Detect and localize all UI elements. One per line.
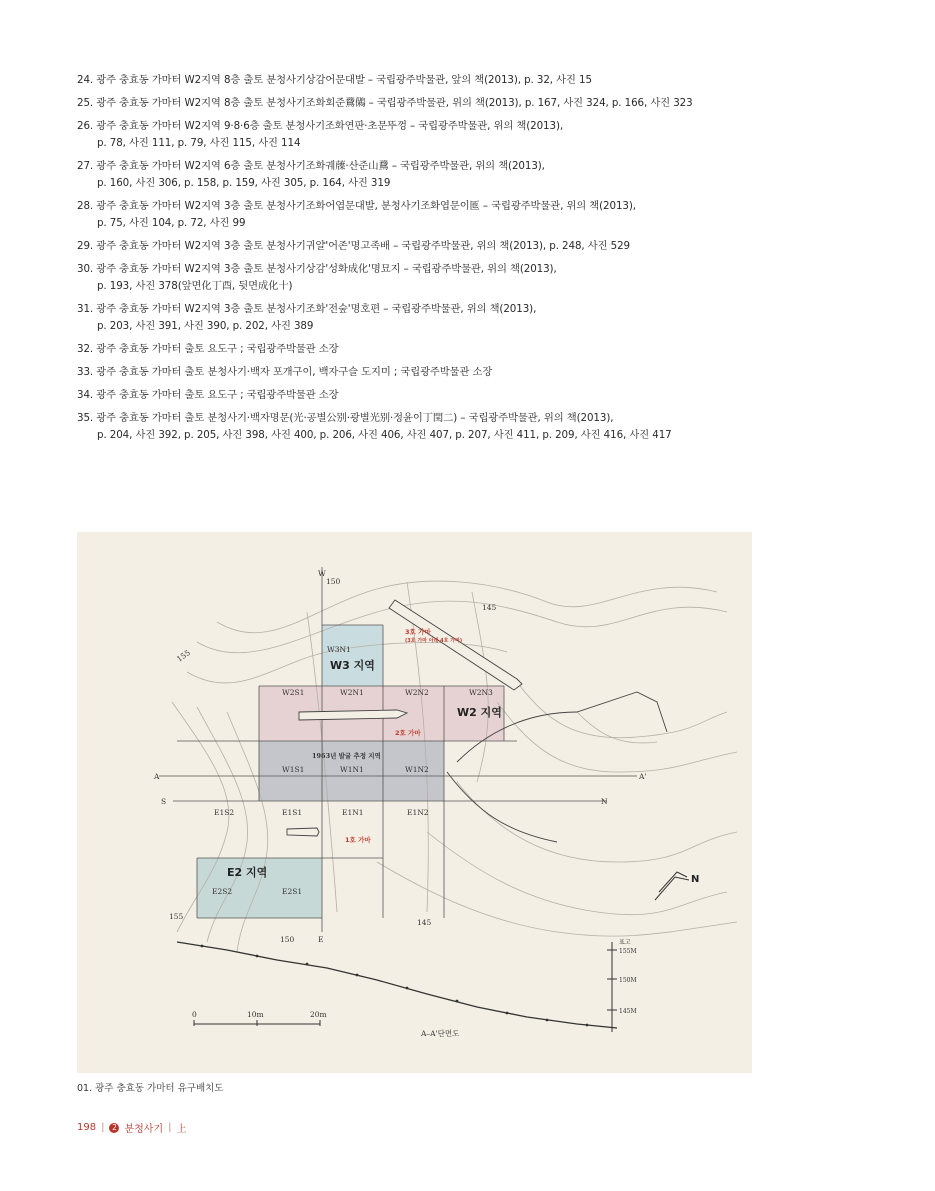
kiln-1-label: 1호 가마 [345,836,371,844]
footnote-item [77,95,777,112]
north-label: N [691,874,700,885]
scale-bar [194,1020,320,1026]
zone-e2-label: E2 지역 [227,866,268,879]
grid-label-w2n2: W2N2 [405,688,429,697]
kiln-3-note: (3호 가마 아래 4호 가마) [405,638,463,644]
grid-label-w2n3: W2N3 [469,688,493,697]
grid-label-w1s1: W1S1 [282,765,305,774]
grid-label-e1s1: E1S1 [282,808,303,817]
footnote-text: 33. 광주 충효동 가마터 출토 분청사기·백자 포개구이, 백자구슬 도지미 ; 국립광주박물관 소장 [77,366,493,378]
grid-label-e2s1: E2S1 [282,887,303,896]
grid-label-w2n1: W2N1 [340,688,364,697]
footnote-item [77,364,777,381]
kiln-1 [287,828,319,836]
zone-w2-label: W2 지역 [457,706,502,719]
axis-s-label: S [161,797,167,806]
zone-w3-label: W3 지역 [330,659,375,672]
scale-0: 0 [192,1010,197,1019]
footnote-continuation: p. 78, 사진 111, p. 79, 사진 115, 사진 114 [97,137,301,149]
grid-label-w2s1: W2S1 [282,688,305,697]
footnote-text: 24. 광주 충효동 가마터 W2지역 8층 출토 분청사기상감어문대발 – 국립광주박물관, 앞의 책(2013), p. 32, 사진 15 [77,74,592,86]
contour-150-bottom: 150 [280,935,295,944]
page-number: 198 [77,1122,97,1133]
axis-w-label: W [318,569,326,578]
section-title: 분청사기 [124,1124,164,1135]
footnote-item [77,301,777,335]
footnote-item [77,387,777,404]
footnote-text: 26. 광주 충효동 가마터 W2지역 9·8·6층 출토 분청사기조화연판·초문뚜껑 – 국립광주박물관, 위의 책(2013), [77,120,564,132]
axis-a-label: A [154,772,160,781]
footnote-list [77,72,777,450]
grid-label-e1n2: E1N2 [407,808,429,817]
kiln-3-label: 3호 가마 [405,628,431,636]
axis-n-label: N [601,797,608,806]
footnote-text: 29. 광주 충효동 가마터 W2지역 3층 출토 분청사기귀얄'어존'명고족배 – 국립광주박물관, 위의 책(2013), p. 248, 사진 529 [77,240,630,252]
kiln-2-label: 2호 가마 [395,729,421,737]
footnote-text: 25. 광주 충효동 가마터 W2지역 8층 출토 분청사기조화회준䳱䳰 – 국립광주박물관, 위의 책(2013), p. 167, 사진 324, p. 166, 사진 323 [77,97,693,109]
footnote-item [77,72,777,89]
north-arrow [655,872,689,900]
footnote-continuation: p. 160, 사진 306, p. 158, p. 159, 사진 305, p. 164, 사진 319 [97,177,391,189]
section-title: A–A'단면도 [421,1029,460,1038]
grid-label-e1s2: E1S2 [214,808,235,817]
grid-label-e1n1: E1N1 [342,808,364,817]
contour-145-top: 145 [482,603,497,612]
footnote-text: 32. 광주 충효동 가마터 출토 요도구 ; 국립광주박물관 소장 [77,343,339,355]
scale-10m: 10m [247,1010,264,1019]
footer-separator-2: | [168,1122,172,1133]
scale-20m: 20m [310,1010,327,1019]
section-profile [177,942,617,1028]
site-plan-figure [77,532,752,1073]
footnote-text: 34. 광주 충효동 가마터 출토 요도구 ; 국립광주박물관 소장 [77,389,339,401]
grid-label-w1n1: W1N1 [340,765,364,774]
contour-150-top: 150 [326,577,341,586]
grid-label-e2s2: E2S2 [212,887,233,896]
zone-w3-fill [322,625,383,686]
grid-label-w1n2: W1N2 [405,765,429,774]
footnote-item [77,198,777,232]
footnote-text: 30. 광주 충효동 가마터 W2지역 3층 출토 분청사기상감'성화成化'명묘지 – 국립광주박물관, 위의 책(2013), [77,263,557,275]
contour-155-left: 155 [174,648,192,664]
kiln-3 [389,600,522,690]
footnote-continuation: p. 75, 사진 104, p. 72, 사진 99 [97,217,246,229]
page-footer [77,1120,186,1135]
footnote-text: 28. 광주 충효동 가마터 W2지역 3층 출토 분청사기조화어엽문대발, 분청사기조화엽문이匜 – 국립광주박물관, 위의 책(2013), [77,200,636,212]
footnote-text: 27. 광주 충효동 가마터 W2지역 6층 출토 분청사기조화궤䕈·산준山䳱 – 국립광주박물관, 위의 책(2013), [77,160,545,172]
kiln-2 [299,710,407,720]
chapter-badge-icon: 2 [109,1123,119,1133]
elev-150m: 150M [619,977,637,984]
footnote-item [77,261,777,295]
elev-label: 표고 [619,939,631,946]
elev-145m: 145M [619,1008,637,1015]
footnote-item [77,410,777,444]
footnote-continuation: p. 203, 사진 391, 사진 390, p. 202, 사진 389 [97,320,314,332]
footnote-item [77,341,777,358]
footnote-continuation: p. 193, 사진 378(앞면化丁酉, 뒷면成化十) [97,280,293,292]
contour-155-bottom: 155 [169,912,184,921]
zone-1963-label: 1963년 발굴 추정 지역 [312,752,381,760]
site-plan-map [77,532,752,1073]
grid-label-w3n1: W3N1 [327,645,351,654]
footnote-item [77,238,777,255]
footnote-text: 31. 광주 충효동 가마터 W2지역 3층 출토 분청사기조화'전숲'명호편 – 국립광주박물관, 위의 책(2013), [77,303,537,315]
footnote-item [77,118,777,152]
footer-separator: | [101,1122,105,1133]
elev-155m: 155M [619,948,637,955]
contour-145-bottom: 145 [417,918,432,927]
footnote-continuation: p. 204, 사진 392, p. 205, 사진 398, 사진 400, p. 206, 사진 406, 사진 407, p. 207, 사진 411, p. 209, 사진 416, 사진 417 [97,429,672,441]
axis-e-label: E [318,935,324,944]
figure-caption: 01. 광주 충효동 가마터 유구배치도 [77,1083,224,1094]
volume-label: 上 [176,1124,187,1135]
axis-a-prime-label: A' [639,772,647,781]
footnote-item [77,158,777,192]
footnote-text: 35. 광주 충효동 가마터 출토 분청사기·백자명문(光·공별公别·광별光别·정윤이丁閏二) – 국립광주박물관, 위의 책(2013), [77,412,614,424]
